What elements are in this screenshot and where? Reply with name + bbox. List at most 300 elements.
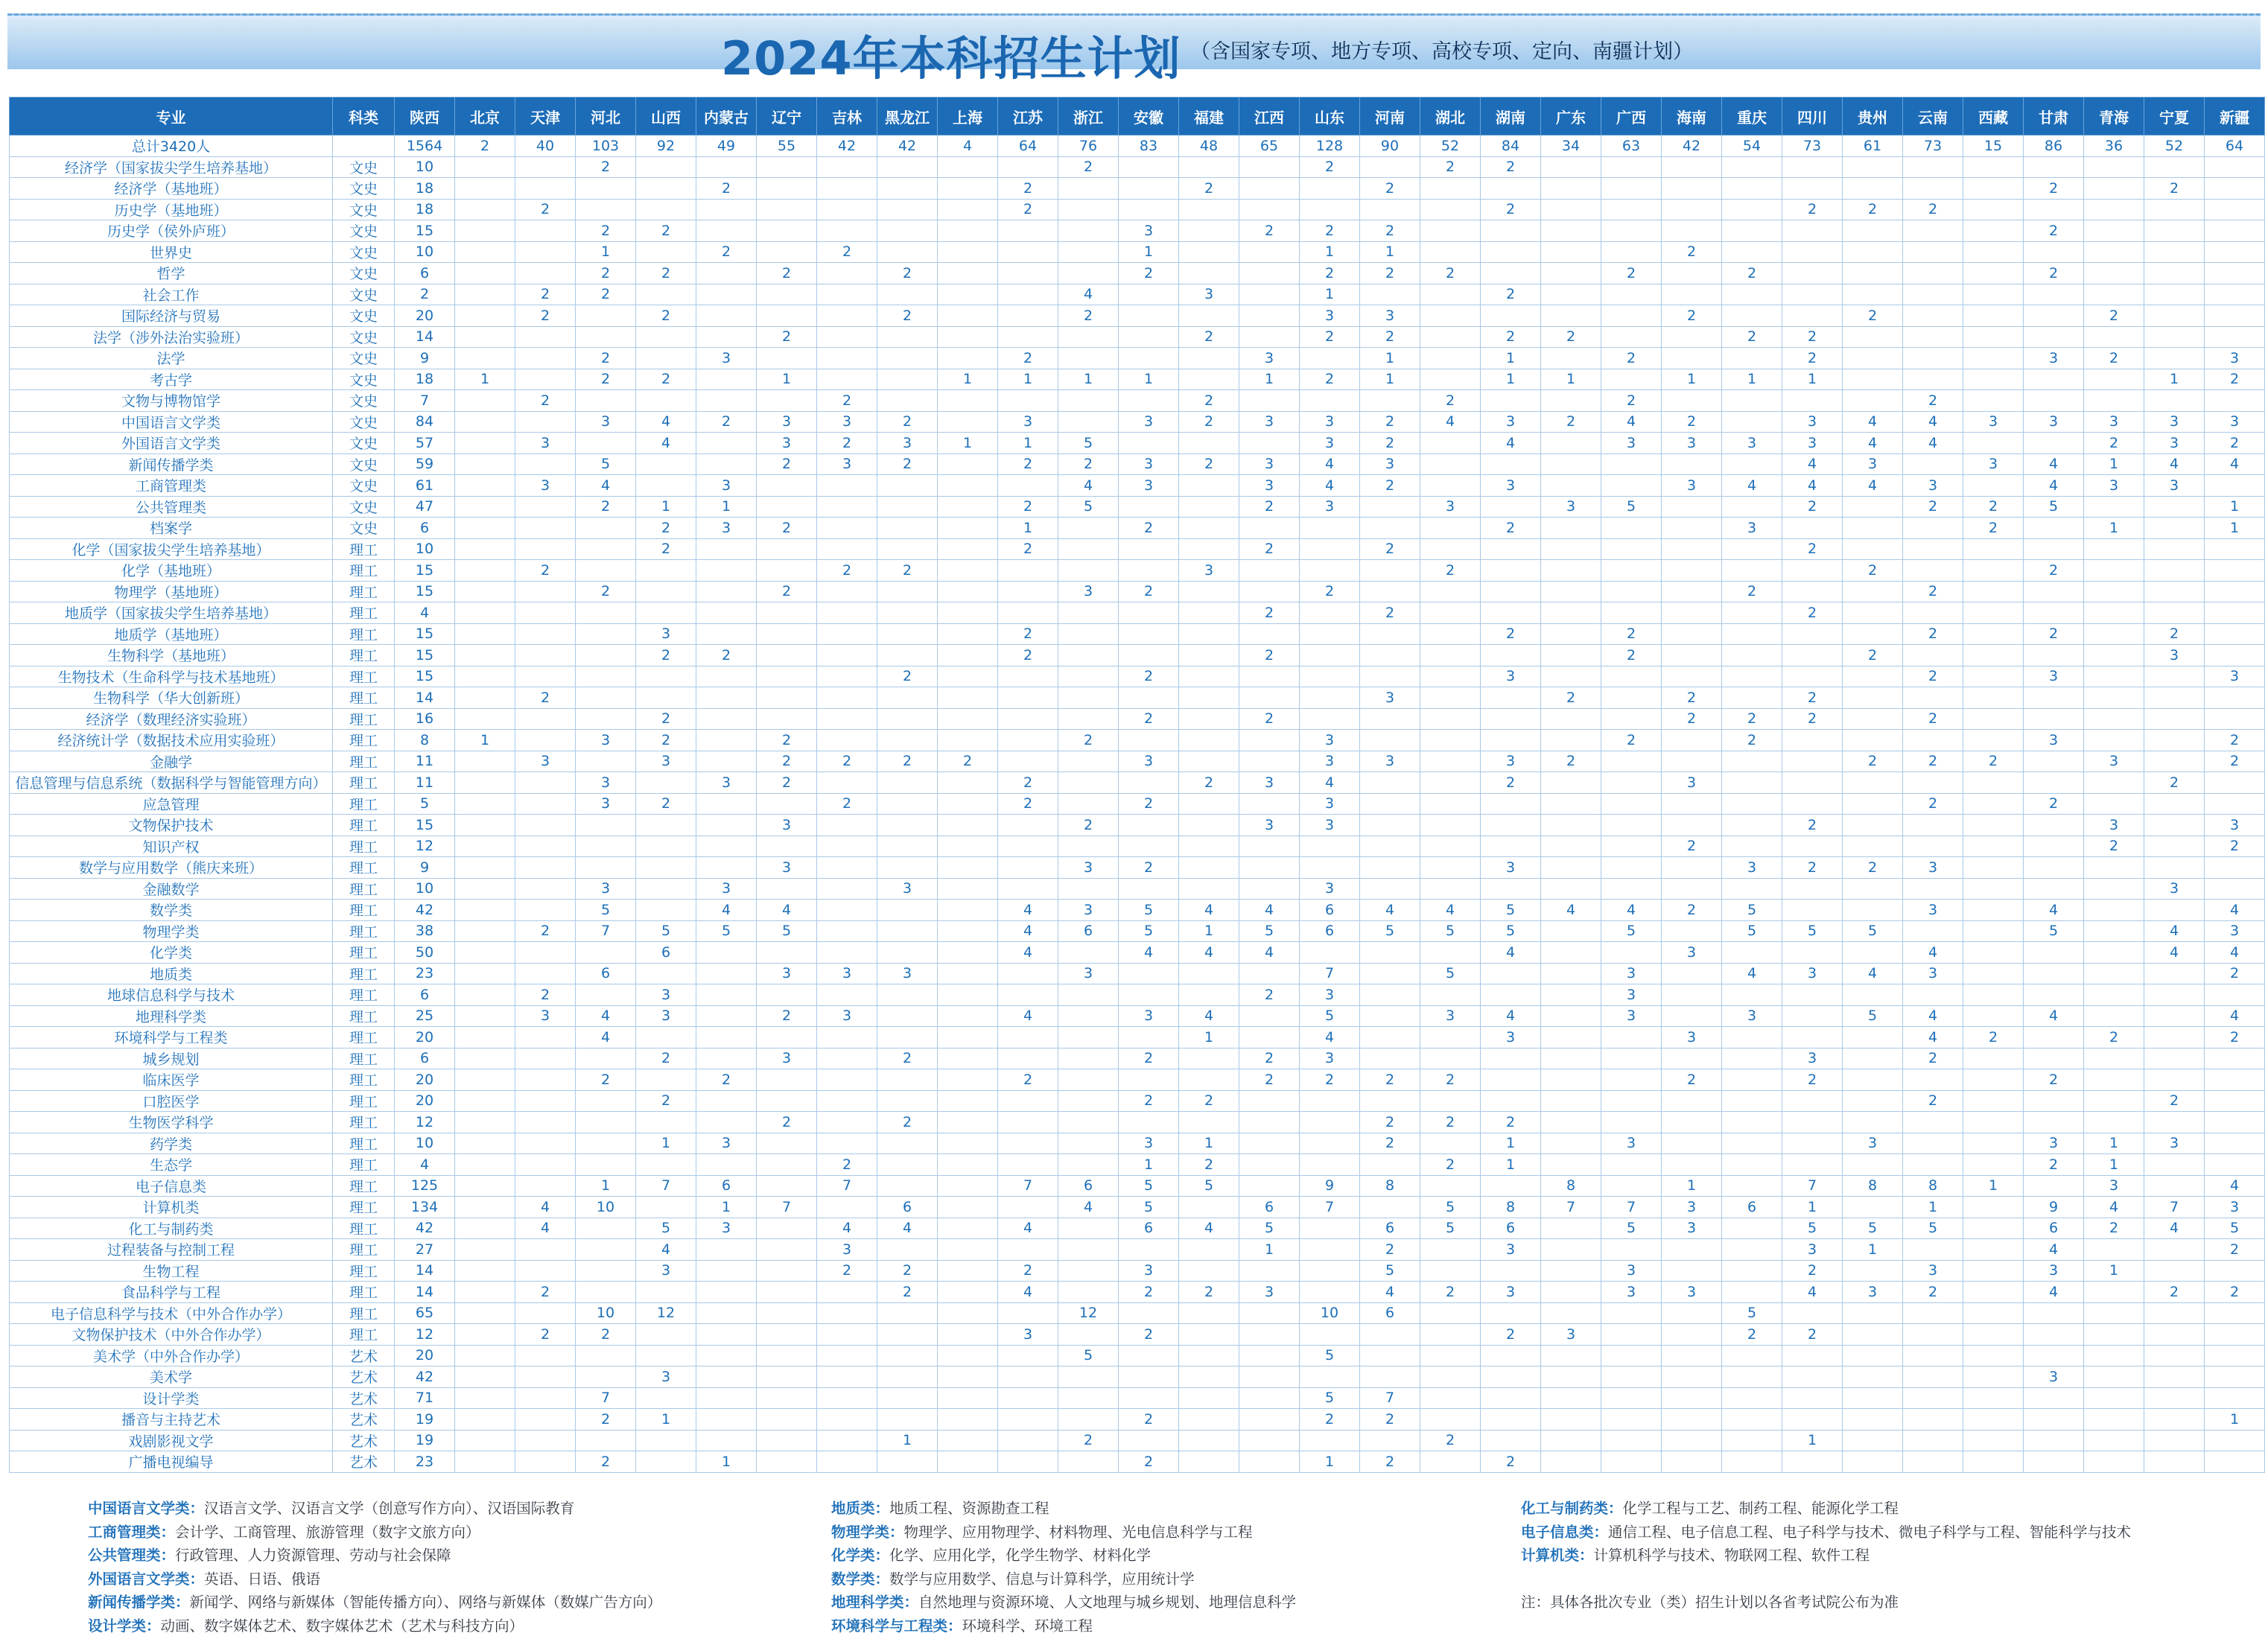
quota-cell — [2024, 645, 2084, 666]
quota-cell — [1360, 984, 1420, 1006]
quota-cell — [1782, 836, 1843, 857]
quota-cell — [1481, 836, 1541, 857]
quota-cell — [1662, 284, 1722, 305]
quota-cell — [757, 645, 817, 666]
quota-cell: 3 — [817, 963, 877, 984]
quota-cell — [757, 623, 817, 645]
quota-cell — [576, 1090, 636, 1112]
quota-cell — [576, 305, 636, 327]
quota-cell: 4 — [1782, 454, 1843, 475]
quota-cell — [1541, 156, 1601, 178]
quota-cell — [938, 475, 998, 497]
quota-cell: 2 — [938, 751, 998, 772]
quota-cell: 3 — [1300, 1048, 1360, 1069]
quota-cell — [576, 433, 636, 454]
quota-cell: 4 — [938, 136, 998, 157]
quota-cell — [817, 518, 877, 539]
quota-cell — [1963, 284, 2024, 305]
quota-cell — [2084, 1345, 2144, 1366]
quota-cell — [2084, 602, 2144, 624]
quota-cell: 3 — [1903, 1260, 1963, 1282]
quota-cell — [1782, 666, 1843, 687]
quota-cell: 2 — [2144, 772, 2205, 794]
quota-cell — [1662, 220, 1722, 242]
quota-cell — [1360, 496, 1420, 518]
quota-cell: 2 — [2024, 623, 2084, 645]
quota-cell — [2024, 708, 2084, 730]
quota-cell — [2084, 1005, 2144, 1027]
subject-type-cell: 文史 — [333, 284, 395, 305]
quota-cell: 2 — [998, 199, 1058, 220]
quota-cell: 76 — [1058, 136, 1119, 157]
quota-cell — [1601, 1090, 1662, 1112]
quota-cell: 1 — [1481, 1133, 1541, 1154]
quota-cell — [817, 1112, 877, 1133]
quota-cell — [576, 602, 636, 624]
column-header: 湖南 — [1481, 98, 1541, 136]
subject-type-cell: 文史 — [333, 348, 395, 369]
quota-cell — [455, 263, 515, 284]
major-name-cell: 美术学 — [10, 1366, 333, 1388]
quota-cell — [817, 263, 877, 284]
quota-cell — [938, 284, 998, 305]
quota-cell — [817, 1430, 877, 1451]
quota-cell: 2 — [1481, 772, 1541, 794]
quota-cell — [1903, 878, 1963, 900]
quota-cell — [1179, 348, 1239, 369]
quota-cell — [515, 1387, 576, 1409]
quota-cell — [998, 687, 1058, 709]
column-header: 海南 — [1662, 98, 1722, 136]
quota-cell — [636, 836, 696, 857]
quota-cell — [938, 857, 998, 879]
quota-cell: 3 — [1601, 963, 1662, 984]
quota-cell: 3 — [757, 963, 817, 984]
quota-cell — [1963, 156, 2024, 178]
quota-cell — [1963, 369, 2024, 390]
quota-cell: 2 — [757, 730, 817, 751]
quota-cell: 2 — [636, 645, 696, 666]
note-category-text: 自然地理与资源环境、人文地理与城乡规划、地理信息科学 — [918, 1594, 1297, 1611]
quota-cell — [2084, 1302, 2144, 1324]
quota-cell: 4 — [1481, 1005, 1541, 1027]
quota-cell — [2084, 1090, 2144, 1112]
subject-type-cell: 理工 — [333, 1112, 395, 1133]
quota-cell — [1179, 730, 1239, 751]
quota-cell — [938, 263, 998, 284]
quota-cell — [1541, 199, 1601, 220]
major-name-cell: 播音与主持艺术 — [10, 1409, 333, 1431]
quota-cell: 3 — [1601, 984, 1662, 1006]
quota-cell — [2024, 878, 2084, 900]
major-name-cell: 法学 — [10, 348, 333, 369]
quota-cell: 5 — [1119, 1197, 1179, 1218]
quota-cell — [1119, 1366, 1179, 1388]
quota-cell — [817, 772, 877, 794]
quota-cell — [1722, 1282, 1782, 1303]
quota-cell: 2 — [696, 645, 757, 666]
quota-cell: 3 — [1119, 411, 1179, 433]
quota-cell — [1963, 1005, 2024, 1027]
quota-cell: 2 — [515, 390, 576, 412]
quota-cell: 2 — [1722, 730, 1782, 751]
quota-cell — [1481, 1260, 1541, 1282]
quota-cell — [455, 751, 515, 772]
quota-cell — [696, 623, 757, 645]
subject-type-cell: 理工 — [333, 1260, 395, 1282]
quota-cell — [2084, 369, 2144, 390]
quota-cell — [1481, 815, 1541, 836]
quota-cell — [576, 666, 636, 687]
quota-cell — [1903, 1387, 1963, 1409]
quota-cell — [1481, 581, 1541, 602]
table-row — [10, 602, 2265, 624]
quota-cell — [1843, 1260, 1903, 1282]
quota-cell — [636, 348, 696, 369]
quota-cell — [998, 963, 1058, 984]
quota-cell — [817, 1345, 877, 1366]
quota-cell — [2024, 1451, 2084, 1473]
quota-cell — [455, 1260, 515, 1282]
quota-cell: 3 — [877, 878, 938, 900]
quota-cell: 2 — [1239, 538, 1300, 560]
quota-cell: 3 — [1601, 1005, 1662, 1027]
quota-cell: 4 — [998, 942, 1058, 964]
quota-cell: 1 — [2084, 1260, 2144, 1282]
column-header: 江苏 — [998, 98, 1058, 136]
quota-cell — [1601, 326, 1662, 348]
quota-cell — [1782, 1451, 1843, 1473]
quota-cell: 4 — [1843, 433, 1903, 454]
quota-cell: 2 — [2144, 1090, 2205, 1112]
quota-cell: 2 — [636, 793, 696, 815]
quota-cell — [636, 815, 696, 836]
quota-cell: 2 — [1420, 156, 1481, 178]
quota-cell — [455, 411, 515, 433]
quota-cell — [1963, 1302, 2024, 1324]
quota-cell — [576, 942, 636, 964]
quota-cell: 4 — [1300, 454, 1360, 475]
quota-cell: 20 — [395, 1090, 455, 1112]
quota-cell — [1782, 1345, 1843, 1366]
column-header: 专业 — [10, 98, 333, 136]
quota-cell — [1179, 1239, 1239, 1261]
quota-cell — [938, 1090, 998, 1112]
quota-cell — [1420, 241, 1481, 263]
quota-cell — [1239, 1175, 1300, 1197]
quota-cell — [696, 369, 757, 390]
quota-cell: 4 — [1058, 1197, 1119, 1218]
subject-type-cell: 文史 — [333, 156, 395, 178]
quota-cell — [1722, 496, 1782, 518]
quota-cell — [636, 602, 696, 624]
column-header: 新疆 — [2205, 98, 2265, 136]
quota-cell — [636, 390, 696, 412]
quota-cell: 2 — [817, 793, 877, 815]
quota-cell — [576, 1048, 636, 1069]
quota-cell — [2144, 900, 2205, 921]
quota-cell — [636, 963, 696, 984]
quota-cell: 4 — [1058, 475, 1119, 497]
quota-cell — [1300, 708, 1360, 730]
quota-cell: 6 — [576, 963, 636, 984]
quota-cell — [1179, 708, 1239, 730]
quota-cell — [1601, 454, 1662, 475]
table-row — [10, 900, 2265, 921]
quota-cell: 2 — [1300, 263, 1360, 284]
quota-cell: 4 — [1903, 1005, 1963, 1027]
quota-cell — [877, 518, 938, 539]
quota-cell — [515, 1239, 576, 1261]
quota-cell — [1179, 1387, 1239, 1409]
quota-cell — [2024, 326, 2084, 348]
quota-cell — [998, 878, 1058, 900]
quota-cell — [757, 687, 817, 709]
quota-cell — [1843, 156, 1903, 178]
quota-cell — [1420, 942, 1481, 964]
major-name-cell: 经济学（国家拔尖学生培养基地） — [10, 156, 333, 178]
quota-cell — [1722, 220, 1782, 242]
quota-cell: 42 — [395, 900, 455, 921]
enrollment-plan-table — [9, 97, 2265, 1473]
quota-cell: 2 — [1239, 984, 1300, 1006]
quota-cell — [1782, 1005, 1843, 1027]
quota-cell — [1300, 1260, 1360, 1282]
quota-cell: 4 — [515, 1218, 576, 1239]
quota-cell — [938, 730, 998, 751]
quota-cell: 3 — [1481, 411, 1541, 433]
quota-cell — [757, 1154, 817, 1176]
quota-cell — [1420, 348, 1481, 369]
subject-type-cell: 理工 — [333, 1133, 395, 1154]
quota-cell — [1843, 1197, 1903, 1218]
quota-cell: 2 — [1360, 1239, 1420, 1261]
quota-cell — [1662, 751, 1722, 772]
note-line — [831, 1614, 1296, 1638]
quota-cell: 3 — [2205, 348, 2265, 369]
quota-cell: 2 — [1903, 1282, 1963, 1303]
subject-type-cell: 理工 — [333, 687, 395, 709]
quota-cell — [1481, 1048, 1541, 1069]
quota-cell — [455, 1239, 515, 1261]
quota-cell: 2 — [1179, 772, 1239, 794]
quota-cell: 3 — [576, 411, 636, 433]
quota-cell — [1963, 920, 2024, 942]
quota-cell — [1963, 390, 2024, 412]
quota-cell: 2 — [1179, 1154, 1239, 1176]
quota-cell: 2 — [1843, 751, 1903, 772]
quota-cell — [1903, 369, 1963, 390]
quota-cell — [1300, 645, 1360, 666]
quota-cell — [1481, 708, 1541, 730]
quota-cell: 1564 — [395, 136, 455, 157]
quota-cell: 2 — [1179, 411, 1239, 433]
quota-cell — [1541, 284, 1601, 305]
quota-cell — [1601, 1430, 1662, 1451]
column-header: 宁夏 — [2144, 98, 2205, 136]
quota-cell — [1903, 836, 1963, 857]
quota-cell — [696, 1239, 757, 1261]
quota-cell — [515, 963, 576, 984]
quota-cell — [877, 602, 938, 624]
quota-cell — [1601, 1366, 1662, 1388]
quota-cell — [1963, 1154, 2024, 1176]
quota-cell — [696, 1324, 757, 1346]
column-header: 广西 — [1601, 98, 1662, 136]
quota-cell — [938, 1282, 998, 1303]
quota-cell — [1481, 1387, 1541, 1409]
note-category-text: 环境科学、环境工程 — [962, 1617, 1093, 1635]
major-name-cell: 应急管理 — [10, 793, 333, 815]
quota-cell: 3 — [515, 1005, 576, 1027]
quota-cell — [1722, 687, 1782, 709]
quota-cell: 2 — [1601, 390, 1662, 412]
quota-cell: 3 — [1179, 560, 1239, 582]
quota-cell: 57 — [395, 433, 455, 454]
quota-cell: 8 — [395, 730, 455, 751]
note-line — [1521, 1568, 2131, 1591]
quota-cell — [1601, 687, 1662, 709]
quota-cell — [455, 878, 515, 900]
subject-type-cell: 理工 — [333, 1005, 395, 1027]
quota-cell — [1541, 1282, 1601, 1303]
title-banner — [7, 13, 2261, 86]
quota-cell: 2 — [1782, 1260, 1843, 1282]
subject-type-cell: 文史 — [333, 390, 395, 412]
quota-cell — [1541, 984, 1601, 1006]
quota-cell: 3 — [1722, 518, 1782, 539]
quota-cell: 3 — [1662, 942, 1722, 964]
quota-cell — [455, 475, 515, 497]
quota-cell — [696, 1154, 757, 1176]
quota-cell: 6 — [1239, 1197, 1300, 1218]
quota-cell — [757, 348, 817, 369]
quota-cell: 2 — [1119, 581, 1179, 602]
subject-type-cell: 理工 — [333, 793, 395, 815]
quota-cell — [877, 730, 938, 751]
quota-cell: 3 — [515, 475, 576, 497]
quota-cell — [1963, 1345, 2024, 1366]
quota-cell — [696, 156, 757, 178]
table-row — [10, 1048, 2265, 1069]
note-line — [831, 1544, 1296, 1568]
quota-cell — [1179, 793, 1239, 815]
quota-cell — [1601, 878, 1662, 900]
quota-cell — [455, 1302, 515, 1324]
note-line — [1521, 1614, 2131, 1638]
quota-cell: 3 — [757, 815, 817, 836]
quota-cell: 5 — [636, 1218, 696, 1239]
quota-cell: 2 — [1420, 263, 1481, 284]
quota-cell: 3 — [1843, 454, 1903, 475]
subject-type-cell: 理工 — [333, 1090, 395, 1112]
quota-cell — [455, 326, 515, 348]
quota-cell — [515, 241, 576, 263]
subject-type-cell: 理工 — [333, 963, 395, 984]
quota-cell — [1601, 815, 1662, 836]
quota-cell — [998, 836, 1058, 857]
quota-cell — [1903, 1302, 1963, 1324]
quota-cell — [1601, 772, 1662, 794]
quota-cell: 3 — [2024, 1133, 2084, 1154]
quota-cell — [1662, 963, 1722, 984]
quota-cell: 2 — [576, 263, 636, 284]
quota-cell — [2084, 708, 2144, 730]
quota-cell — [1481, 390, 1541, 412]
quota-cell: 4 — [2205, 900, 2265, 921]
quota-cell: 64 — [998, 136, 1058, 157]
quota-cell — [455, 178, 515, 200]
quota-cell — [938, 581, 998, 602]
major-name-cell: 经济统计学（数据技术应用实验班） — [10, 730, 333, 751]
table-row — [10, 963, 2265, 984]
subject-type-cell: 文史 — [333, 241, 395, 263]
quota-cell — [757, 1069, 817, 1091]
quota-cell: 2 — [636, 730, 696, 751]
quota-cell — [1360, 772, 1420, 794]
quota-cell — [757, 1133, 817, 1154]
quota-cell: 2 — [1300, 1069, 1360, 1091]
quota-cell — [1601, 602, 1662, 624]
quota-cell: 1 — [696, 496, 757, 518]
quota-cell — [1541, 1302, 1601, 1324]
quota-cell — [1782, 518, 1843, 539]
quota-cell: 4 — [998, 920, 1058, 942]
quota-cell — [1300, 390, 1360, 412]
quota-cell — [817, 602, 877, 624]
note-line — [88, 1614, 661, 1638]
quota-cell: 2 — [1058, 815, 1119, 836]
quota-cell — [1963, 1324, 2024, 1346]
quota-cell — [1239, 1154, 1300, 1176]
quota-cell — [1782, 560, 1843, 582]
quota-cell — [1420, 518, 1481, 539]
note-category-text: 英语、日语、俄语 — [204, 1570, 321, 1588]
quota-cell: 2 — [1360, 1112, 1420, 1133]
quota-cell — [576, 1239, 636, 1261]
column-header: 安徽 — [1119, 98, 1179, 136]
quota-cell — [817, 1324, 877, 1346]
quota-cell: 4 — [2144, 454, 2205, 475]
quota-cell: 2 — [515, 199, 576, 220]
quota-cell — [1300, 666, 1360, 687]
quota-cell — [1541, 1345, 1601, 1366]
quota-cell — [1179, 1302, 1239, 1324]
quota-cell — [1963, 433, 2024, 454]
quota-cell: 4 — [1360, 900, 1420, 921]
quota-cell — [1420, 1451, 1481, 1473]
quota-cell: 7 — [2144, 1197, 2205, 1218]
quota-cell — [1903, 1345, 1963, 1366]
quota-cell — [455, 1345, 515, 1366]
quota-cell — [1903, 518, 1963, 539]
quota-cell — [1420, 1090, 1481, 1112]
quota-cell: 3 — [2144, 645, 2205, 666]
quota-cell — [1722, 1239, 1782, 1261]
quota-cell: 2 — [1963, 751, 2024, 772]
quota-cell — [2205, 602, 2265, 624]
quota-cell — [1662, 1048, 1722, 1069]
table-row — [10, 538, 2265, 560]
quota-cell: 54 — [1722, 136, 1782, 157]
quota-cell — [2084, 241, 2144, 263]
quota-cell — [1481, 560, 1541, 582]
quota-cell — [1843, 178, 1903, 200]
quota-cell: 52 — [1420, 136, 1481, 157]
quota-cell — [2024, 369, 2084, 390]
quota-cell — [1239, 305, 1300, 327]
quota-cell — [1662, 1133, 1722, 1154]
